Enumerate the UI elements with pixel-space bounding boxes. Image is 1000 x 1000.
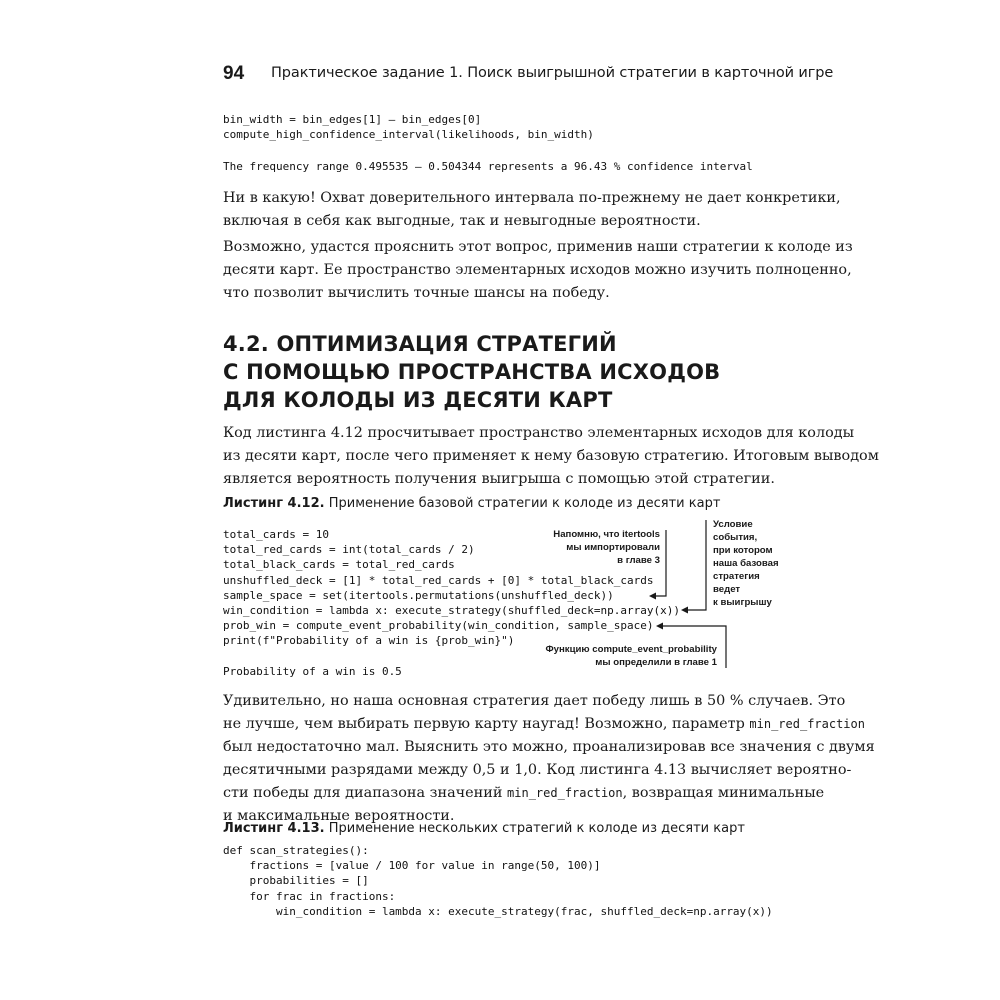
listing-caption-text: Применение базовой стратегии к колоде из десяти карт (328, 496, 721, 511)
code-line: win_condition = lambda x: execute_strategy(shuffled_deck=np.array(x)) (223, 604, 680, 618)
text-line: Возможно, удастся прояснить этот вопрос, применив наши стратегии к колоде из (223, 239, 853, 255)
code-line: total_red_cards = int(total_cards / 2) (223, 543, 475, 557)
text-line: что позволит вычислить точные шансы на победу. (223, 285, 610, 301)
section-heading (223, 330, 783, 414)
code-line: for frac in fractions: (223, 889, 396, 903)
paragraph-3 (223, 422, 879, 491)
code-line: prob_win = compute_event_probability(win_condition, sample_space) (223, 619, 654, 633)
annotation-line: ведет (713, 584, 741, 595)
text-line: из десяти карт, после чего применяет к нему базовую стратегию. Итоговым выводом (223, 448, 879, 464)
text-line: Код листинга 4.12 просчитывает пространство элементарных исходов для колоды (223, 425, 855, 441)
text-line (223, 713, 865, 736)
annotation-line: при котором (713, 545, 773, 556)
paragraph-2 (223, 236, 853, 305)
arrowhead-icon (681, 607, 688, 614)
heading-line: С ПОМОЩЬЮ ПРОСТРАНСТВА ИСХОДОВ (223, 360, 721, 384)
listing-4-12-caption (223, 496, 720, 511)
annotation-line: наша базовая (713, 558, 779, 569)
annotation-line: Функцию compute_event_probability (545, 644, 717, 655)
text-line: десяти карт. Ее пространство элементарных исходов можно изучить полноценно, (223, 262, 852, 278)
listing-4-13-code (223, 843, 773, 919)
listing-4-13-caption (223, 821, 745, 836)
code-output-1 (223, 159, 753, 174)
text-line: и максимальные вероятности. (223, 808, 455, 824)
annotation-line: Напомню, что itertools (553, 529, 660, 540)
running-title: Практическое задание 1. Поиск выигрышной стратегии в карточной игре (271, 65, 834, 81)
annotation-line: к выигрышу (713, 597, 772, 608)
inline-code: min_red_fraction (507, 786, 623, 800)
annotation-compute-function (515, 643, 717, 669)
heading-line: 4.2. ОПТИМИЗАЦИЯ СТРАТЕГИЙ (223, 332, 617, 356)
text-line: десятичными разрядами между 0,5 и 1,0. Код листинга 4.13 вычисляет вероятно- (223, 762, 852, 778)
page-header (223, 63, 834, 93)
text-line: Ни в какую! Охват доверительного интервала по-прежнему не дает конкретики, (223, 190, 841, 206)
annotation-line: в главе 3 (617, 555, 660, 566)
code-line: compute_high_confidence_interval(likelihoods, bin_width) (223, 128, 594, 142)
annotation-line: события, (713, 532, 758, 543)
code-block-1 (223, 112, 594, 142)
annotation-line: мы определили в главе 1 (595, 657, 717, 668)
text-line (223, 782, 825, 805)
code-line: def scan_strategies(): (223, 844, 369, 857)
text-line: был недостаточно мал. Выяснить это можно, проанализировав все значения с двумя (223, 739, 875, 755)
listing-label: Листинг 4.13. (223, 821, 325, 836)
code-line: bin_width = bin_edges[1] — bin_edges[0] (223, 113, 482, 126)
code-line: sample_space = set(itertools.permutations(unshuffled_deck)) (223, 588, 614, 602)
output-line: The frequency range 0.495535 — 0.504344 represents a 96.43 % confidence interval (223, 160, 753, 173)
paragraph-4 (223, 690, 875, 828)
code-line: print(f"Probability of a win is {prob_win}") (223, 634, 515, 648)
text-line: Удивительно, но наша основная стратегия дает победу лишь в 50 % случаев. Это (223, 693, 846, 709)
annotation-line: стратегия (713, 571, 760, 582)
annotation-win-condition (713, 518, 793, 609)
inline-code: min_red_fraction (749, 717, 865, 731)
annotation-line: Условие (713, 519, 753, 530)
text-segment: не лучше, чем выбирать первую карту наугад! Возможно, параметр (223, 716, 750, 732)
code-line: total_black_cards = total_red_cards (223, 558, 455, 572)
annotation-itertools (540, 528, 660, 567)
code-line: fractions = [value / 100 for value in range(50, 100)] (223, 859, 601, 873)
code-line: unshuffled_deck = [1] * total_red_cards + [0] * total_black_cards (223, 573, 654, 587)
text-line: включая в себя как выгодные, так и невыгодные вероятности. (223, 213, 701, 229)
text-line: является вероятность получения выигрыша с помощью этой стратегии. (223, 471, 775, 487)
listing-label: Листинг 4.12. (223, 496, 325, 511)
heading-line: ДЛЯ КОЛОДЫ ИЗ ДЕСЯТИ КАРТ (223, 388, 613, 412)
code-line: probabilities = [] (223, 874, 369, 888)
code-line: win_condition = lambda x: execute_strategy(frac, shuffled_deck=np.array(x)) (223, 904, 773, 918)
page-number: 94 (223, 63, 245, 84)
arrow-win-condition (687, 520, 706, 610)
code-line: total_cards = 10 (223, 528, 329, 541)
text-segment: , возвращая минимальные (622, 785, 825, 801)
listing-caption-text: Применение нескольких стратегий к колоде из десяти карт (328, 821, 745, 836)
paragraph-1 (223, 187, 841, 233)
listing-4-12-output (223, 664, 402, 679)
annotation-line: мы импортировали (566, 542, 660, 553)
output-line: Probability of a win is 0.5 (223, 665, 402, 678)
text-segment: сти победы для диапазона значений (223, 785, 508, 801)
